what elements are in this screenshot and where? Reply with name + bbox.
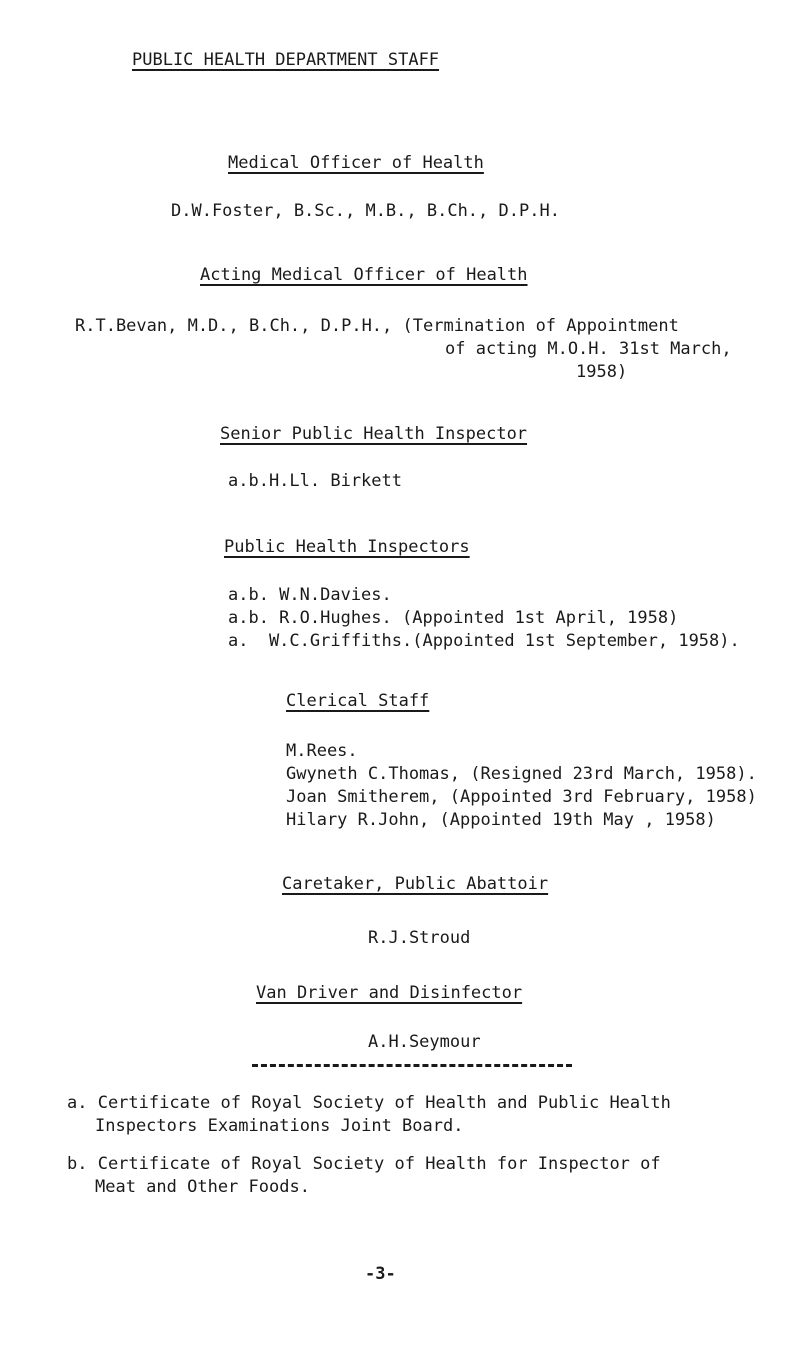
senior-inspector-heading: Senior Public Health Inspector xyxy=(220,424,528,444)
moh-name: D.W.Foster, B.Sc., M.B., B.Ch., D.P.H. xyxy=(171,201,560,221)
clerical-line-4: Hilary R.John, (Appointed 19th May , 1958) xyxy=(286,810,716,830)
clerical-line-1: M.Rees. xyxy=(286,741,358,761)
page-title: PUBLIC HEALTH DEPARTMENT STAFF xyxy=(132,50,440,70)
inspector-line-2: a.b. R.O.Hughes. (Appointed 1st April, 1958) xyxy=(228,608,679,628)
inspector-line-3: a. W.C.Griffiths.(Appointed 1st September, 1958). xyxy=(228,631,740,651)
note-a-line-2: Inspectors Examinations Joint Board. xyxy=(95,1116,464,1136)
clerical-line-2: Gwyneth C.Thomas, (Resigned 23rd March, 1958). xyxy=(286,764,757,784)
acting-moh-line-1: R.T.Bevan, M.D., B.Ch., D.P.H., (Termination of Appointment xyxy=(75,316,679,336)
note-b-line-2: Meat and Other Foods. xyxy=(95,1177,310,1197)
clerical-line-3: Joan Smitherem, (Appointed 3rd February, 1958) xyxy=(286,787,757,807)
acting-moh-line-2: of acting M.O.H. 31st March, xyxy=(445,339,732,359)
caretaker-name: R.J.Stroud xyxy=(368,928,471,948)
caretaker-heading: Caretaker, Public Abattoir xyxy=(282,874,549,894)
acting-moh-line-3: 1958) xyxy=(576,362,628,382)
moh-heading: Medical Officer of Health xyxy=(228,153,484,173)
inspector-line-1: a.b. W.N.Davies. xyxy=(228,585,392,605)
van-driver-heading: Van Driver and Disinfector xyxy=(256,983,523,1003)
van-driver-name: A.H.Seymour xyxy=(368,1032,481,1052)
acting-moh-heading: Acting Medical Officer of Health xyxy=(200,265,528,285)
section-divider xyxy=(252,1064,572,1067)
inspectors-heading: Public Health Inspectors xyxy=(224,537,470,557)
note-a-line-1: a. Certificate of Royal Society of Health and Public Health xyxy=(67,1093,671,1113)
note-b-line-1: b. Certificate of Royal Society of Health for Inspector of xyxy=(67,1154,661,1174)
page-number: -3- xyxy=(365,1264,396,1284)
clerical-heading: Clerical Staff xyxy=(286,691,430,711)
senior-inspector-name: a.b.H.Ll. Birkett xyxy=(228,471,402,491)
